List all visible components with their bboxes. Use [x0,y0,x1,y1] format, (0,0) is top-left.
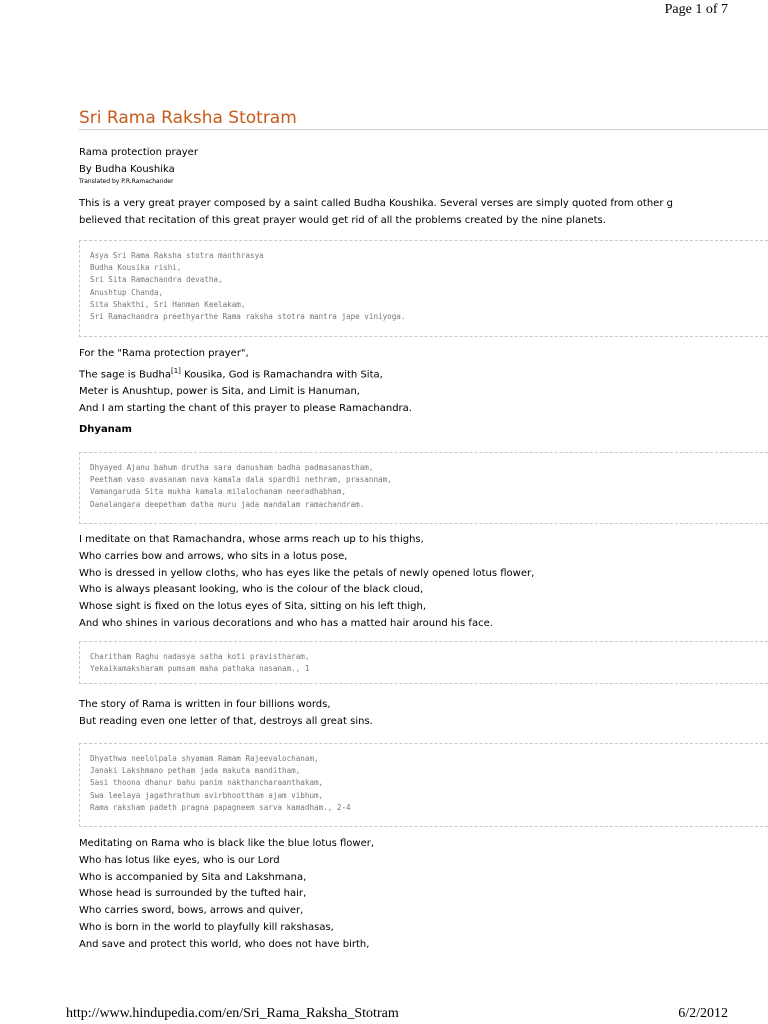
footnote-link[interactable]: [1] [170,366,181,375]
verse-line: Peetham vaso avasanam nava kamala dala spardhi nethram, prasannam, [90,475,392,485]
verse-line: Asya Sri Rama Raksha stotra manthrasya [90,251,264,260]
verse-line: Sri Ramachandra preethyarthe Rama raksha stotra mantra jape viniyoga. [90,312,406,322]
page-number: Page 1 of 7 [664,2,728,17]
verse-line: Danalangara deepetham datha muru jada mandalam ramachandram. [90,499,365,509]
verse-line: Yekaikamaksharam pumsam maha pathaka nasanam., 1 [90,664,310,674]
verse-line: Sri Sita Ramachandra devatha, [90,275,223,285]
section-heading-dhyanam: Dhyanam [79,424,132,435]
translation-line: And I am starting the chant of this prayer to please Ramachandra. [79,402,412,414]
translation-line: Whose sight is fixed on the lotus eyes of Sita, sitting on his left thigh, [79,601,427,613]
translation-paragraph-1 [79,346,412,418]
translation-text: Kousika, God is Ramachandra with Sita, [180,369,383,381]
translation-text: The sage is Budha [79,369,171,381]
translation-line: Whose head is surrounded by the tufted hair, [79,888,307,900]
verse-line: Dhyathwa neelolpala shyamam Ramam Rajeevalochanam, [90,754,319,763]
title-divider [79,129,768,130]
sanskrit-block-verse-2-4 [79,743,768,827]
footer-url: http://www.hindupedia.com/en/Sri_Rama_Raksha_Stotram [66,1006,399,1021]
translation-line: For the "Rama protection prayer", [79,348,249,359]
verse-line: Budha Kousika rishi, [90,263,182,273]
intro-line: This is a very great prayer composed by a saint called Budha Koushika. Several verses are simply quoted from other g [79,198,673,209]
verse-line: Swa leelaya jagathrathum avirbhoottham ajam vibhum, [90,790,324,800]
intro-paragraph [79,196,673,230]
verse-line: Vamangaruda Sita mukha kamala milalochanam neeradhabham, [90,487,347,497]
translation-line: Who is accompanied by Sita and Lakshmana, [79,871,307,883]
translation-line: Who has lotus like eyes, who is our Lord [79,854,280,866]
translator-credit: Translated by P.R.Ramachander [79,178,174,185]
translation-line: And who shines in various decorations and who has a matted hair around his face. [79,617,493,629]
translation-line: Who is dressed in yellow cloths, who has eyes like the petals of newly opened lotus flower, [79,567,535,579]
subtitle-protection-prayer: Rama protection prayer [79,147,198,158]
translation-line: The story of Rama is written in four billions words, [79,699,331,710]
translation-line: Who is always pleasant looking, who is the colour of the black cloud, [79,584,424,596]
translation-line: Who is born in the world to playfully kill rakshasas, [79,921,334,933]
translation-line: Who carries bow and arrows, who sits in a lotus pose, [79,550,348,562]
verse-line: Janaki Lakshmano petham jada makuta manditham, [90,766,301,776]
translation-line: I meditate on that Ramachandra, whose arms reach up to his thighs, [79,534,424,545]
translation-line: Meditating on Rama who is black like the blue lotus flower, [79,838,375,849]
page-title: Sri Rama Raksha Stotram [79,108,297,128]
translation-line: Who carries sword, bows, arrows and quiver, [79,905,304,917]
verse-line: Dhyayed Ajanu bahum drutha sara danusham badha padmasanastham, [90,463,374,472]
verse-line: Charitham Raghu nadasya satha koti pravistharam, [90,652,310,661]
translation-line: Meter is Anushtup, power is Sita, and Limit is Hanuman, [79,385,360,397]
subtitle-author: By Budha Koushika [79,164,175,175]
translation-line [79,363,412,384]
verse-line: Sita Shakthi, Sri Hanman Keelakam, [90,299,246,309]
translation-line: But reading even one letter of that, destroys all great sins. [79,715,373,727]
footer-date: 6/2/2012 [678,1006,728,1021]
sanskrit-block-verse-1 [79,641,768,684]
verse-line: Sasi thoona dhanur bahu panim nakthancharaanthakam, [90,778,324,788]
sanskrit-block-viniyoga [79,240,768,337]
intro-line: believed that recitation of this great prayer would get rid of all the problems created by the nine planets. [79,214,606,226]
translation-paragraph-2 [79,532,534,633]
sanskrit-block-dhyanam [79,452,768,524]
translation-paragraph-3 [79,697,373,731]
translation-line: And save and protect this world, who does not have birth, [79,938,370,950]
verse-line: Rama raksham padeth pragna papagneem sarva kamadham., 2-4 [90,802,351,812]
translation-paragraph-4 [79,836,374,954]
verse-line: Anushtup Chanda, [90,287,164,297]
